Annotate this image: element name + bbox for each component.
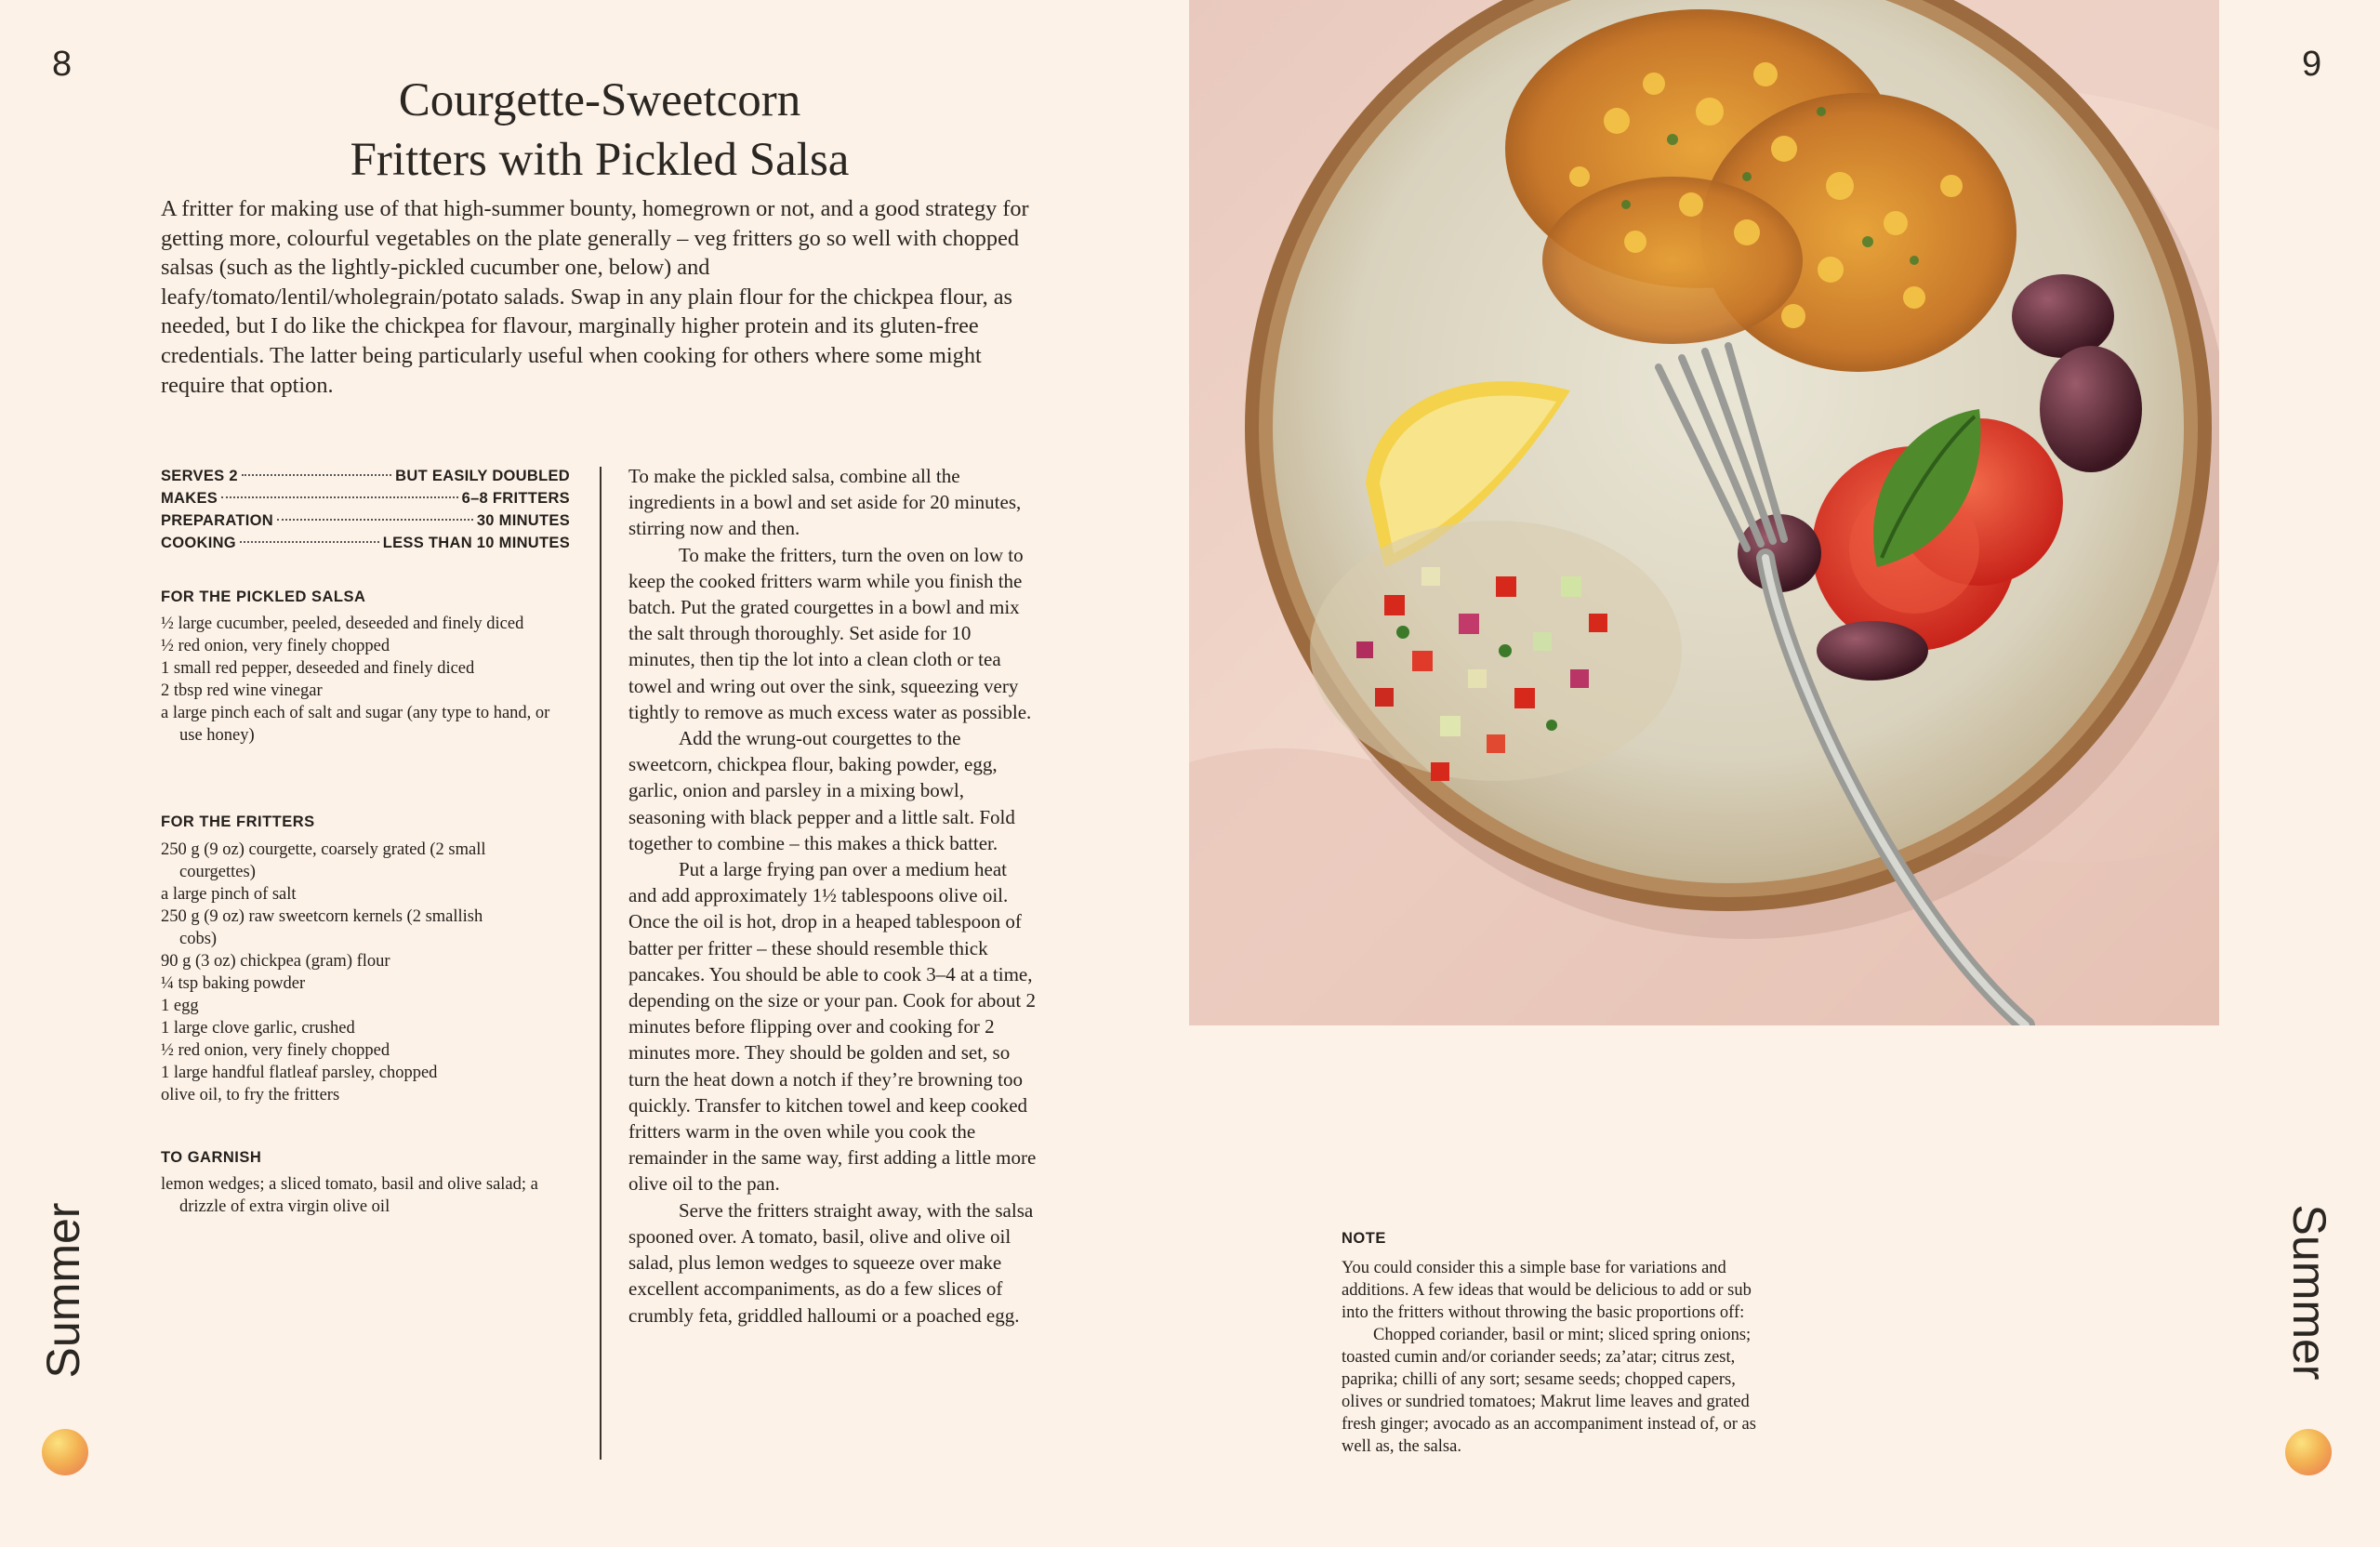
list-item: ½ large cucumber, peeled, deseeded and finely diced <box>161 615 524 633</box>
list-item: 2 tbsp red wine vinegar <box>161 681 323 700</box>
section-label-right: Summer <box>2283 1204 2335 1381</box>
meta-row-preparation <box>161 509 570 532</box>
garnish-list <box>161 1173 551 1218</box>
list-item: 250 g (9 oz) raw sweetcorn kernels (2 smallish cobs) <box>161 907 483 948</box>
section-dot-left <box>42 1429 88 1475</box>
meta-row-serves <box>161 465 570 487</box>
garnish-heading: TO GARNISH <box>161 1149 262 1166</box>
list-item: ¼ tsp baking powder <box>161 974 306 993</box>
method-step: Put a large frying pan over a medium heat and add approximately 1½ tablespoons olive oil. Once the oil is hot, drop in a heaped tablespoon of batter per fritter – these should resemble thick pancakes. You should be able to cook 3–4 at a time, depending on the size or your pan. Cook for about 2 minutes before flipping over and cooking for 2 minutes more. They should be golden and set, so turn the heat down a notch if they’re browning too quickly. Transfer to kitchen towel and keep cooked fritters warm in the oven while you cook the remainder in the same way, first adding a little more olive oil to the pan. <box>628 858 1037 1196</box>
list-item: 1 large handful flatleaf parsley, chopped <box>161 1064 438 1082</box>
list-item: 1 small red pepper, deseeded and finely diced <box>161 659 475 678</box>
list-item: 250 g (9 oz) courgette, coarsely grated (2 small courgettes) <box>161 840 486 881</box>
list-item: 1 egg <box>161 997 199 1015</box>
note-paragraph: You could consider this a simple base for variations and additions. A few ideas that would be delicious to add or sub into the fritters without throwing the basic proportions off: <box>1342 1259 1752 1322</box>
list-item: lemon wedges; a sliced tomato, basil and olive salad; a drizzle of extra virgin olive oil <box>161 1175 538 1216</box>
recipe-title <box>279 71 920 190</box>
meta-value: BUT EASILY DOUBLED <box>395 468 570 484</box>
fritters-ingredient-list <box>161 839 496 1106</box>
salsa-ingredient-list <box>161 613 551 747</box>
method-step: To make the pickled salsa, combine all the ingredients in a bowl and set aside for 20 minutes, stirring now and then. <box>628 465 1022 540</box>
list-item: ½ red onion, very finely chopped <box>161 1041 390 1060</box>
meta-value: 6–8 FRITTERS <box>461 490 570 507</box>
list-item: a large pinch of salt <box>161 885 297 904</box>
note-paragraph: Chopped coriander, basil or mint; sliced spring onions; toasted cumin and/or coriander seeds; za’atar; citrus zest, paprika; chilli of any sort; sesame seeds; chopped capers, olives or sundried tomatoes; Makrut lime leaves and grated fresh ginger; avocado as an accompaniment instead of, or as well as, the salsa. <box>1342 1326 1756 1456</box>
recipe-method <box>628 463 1038 1329</box>
salsa-heading: FOR THE PICKLED SALSA <box>161 588 366 605</box>
column-divider <box>600 467 602 1460</box>
food-photo <box>1189 0 2219 1025</box>
list-item: 1 large clove garlic, crushed <box>161 1019 355 1038</box>
meta-label: MAKES <box>161 490 218 507</box>
note-heading: NOTE <box>1342 1230 1386 1247</box>
section-label-left: Summer <box>37 1202 89 1379</box>
meta-label: SERVES 2 <box>161 468 238 484</box>
list-item: ½ red onion, very finely chopped <box>161 637 390 655</box>
meta-label: COOKING <box>161 535 236 551</box>
method-step: To make the fritters, turn the oven on low to keep the cooked fritters warm while you finish the batch. Put the grated courgettes in a bowl and mix the salt through thoroughly. Set aside for 10 minutes, then tip the lot into a clean cloth or tea towel and wring out over the sink, squeezing very tightly to remove as much excess water as possible. <box>628 543 1032 723</box>
list-item: a large pinch each of salt and sugar (any type to hand, or use honey) <box>161 704 550 745</box>
section-dot-right <box>2285 1429 2332 1475</box>
page-number-right: 9 <box>2302 45 2322 84</box>
list-item: 90 g (3 oz) chickpea (gram) flour <box>161 952 390 971</box>
title-line-1: Courgette-Sweetcorn <box>398 74 801 127</box>
page-number-left: 8 <box>52 45 73 84</box>
method-step: Add the wrung-out courgettes to the sweetcorn, chickpea flour, baking powder, egg, garlic, onion and parsley in a mixing bowl, seasoning with black pepper and a little salt. Fold together to combine – this makes a thick batter. <box>628 727 1015 854</box>
recipe-meta <box>161 465 570 554</box>
fritters-heading: FOR THE FRITTERS <box>161 813 315 830</box>
note-body <box>1342 1257 1765 1458</box>
meta-value: LESS THAN 10 MINUTES <box>382 535 570 551</box>
recipe-intro: A fritter for making use of that high-summer bounty, homegrown or not, and a good strategy for getting more, colourful vegetables on the plate generally – veg fritters go so well with chopped salsas (such as the lightly-pickled cucumber one, below) and leafy/tomato/lentil/wholegrain/potato salads. Swap in any plain flour for the chickpea flour, as needed, but I do like the chickpea for flavour, marginally higher protein and its gluten-free credentials. The latter being particularly useful when cooking for others where some might require that option. <box>161 196 1029 398</box>
method-step: Serve the fritters straight away, with the salsa spooned over. A tomato, basil, olive and olive oil salad, plus lemon wedges to squeeze over make excellent accompaniments, as do a few slices of crumbly feta, griddled halloumi or a poached egg. <box>628 1198 1034 1327</box>
list-item: olive oil, to fry the fritters <box>161 1086 340 1104</box>
title-line-2: Fritters with Pickled Salsa <box>350 134 850 187</box>
meta-value: 30 MINUTES <box>476 512 570 529</box>
meta-row-makes <box>161 487 570 509</box>
meta-row-cooking <box>161 532 570 554</box>
meta-label: PREPARATION <box>161 512 273 529</box>
